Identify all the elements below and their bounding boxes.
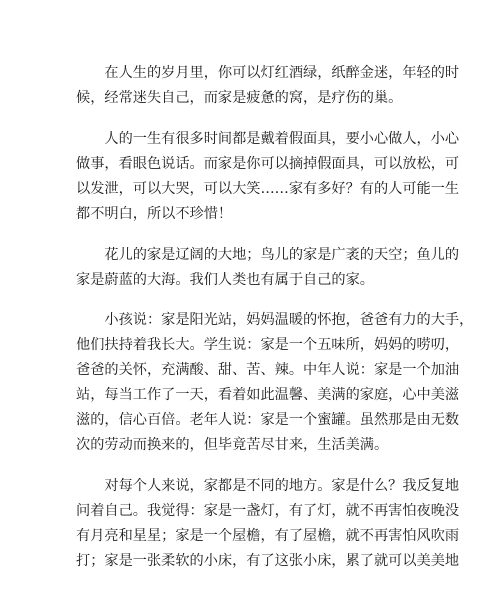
text-line: 在人生的岁月里，你可以灯红酒绿，纸醉金迷，年轻的时: [76, 65, 460, 81]
paragraph: [76, 127, 460, 227]
text-line: 问着自己。我觉得：家是一盏灯，有了灯，就不再害怕夜晚没: [76, 503, 460, 520]
text-line: 都不明白，所以不珍惜！: [76, 205, 233, 222]
text-line: 做事，看眼色说话。而家是你可以摘掉假面具，可以放松，可: [76, 155, 460, 172]
text-line: 候，经常迷失自己，而家是疲惫的窝，是疗伤的巢。: [76, 90, 403, 106]
text-line: 对每个人来说，家都是不同的地方。家是什么？我反复地: [76, 478, 460, 495]
text-line: 花儿的家是辽阔的大地；鸟儿的家是广袤的天空；鱼儿的: [76, 246, 460, 263]
text-line: 次的劳动而换来的，但毕竟苦尽甘来，生活美满。: [76, 437, 389, 454]
paragraph: [76, 243, 460, 293]
article-body: [76, 61, 474, 590]
text-line: 家是蔚蓝的大海。我们人类也有属于自己的家。: [76, 271, 374, 288]
text-line: 滋的，信心百倍。老年人说：家是一个蜜罐。虽然那是由无数: [76, 412, 460, 429]
text-line: 有月亮和星星；家是一个屋檐，有了屋檐，就不再害怕风吹雨: [76, 528, 460, 545]
text-line: 以发泄，可以大哭，可以大笑……家有多好？有的人可能一生: [76, 180, 460, 197]
text-line: 小孩说：家是阳光站，妈妈温暖的怀抱，爸爸有力的大手，: [76, 312, 474, 329]
text-line: 站，每当工作了一天，看着如此温馨、美满的家庭，心中美滋: [76, 387, 460, 404]
text-line: 人的一生有很多时间都是戴着假面具，要小心做人，小心: [76, 130, 460, 147]
paragraph: [76, 61, 460, 111]
paragraph: [76, 474, 460, 574]
paragraph: [76, 308, 474, 458]
text-line: 他们扶持着我长大。学生说：家是一个五味所，妈妈的唠叨，: [76, 337, 460, 354]
text-line: 打；家是一张柔软的小床，有了这张小床，累了就可以美美地: [76, 553, 460, 570]
text-line: 爸爸的关怀，充满酸、甜、苦、辣。中年人说：家是一个加油: [76, 362, 460, 379]
